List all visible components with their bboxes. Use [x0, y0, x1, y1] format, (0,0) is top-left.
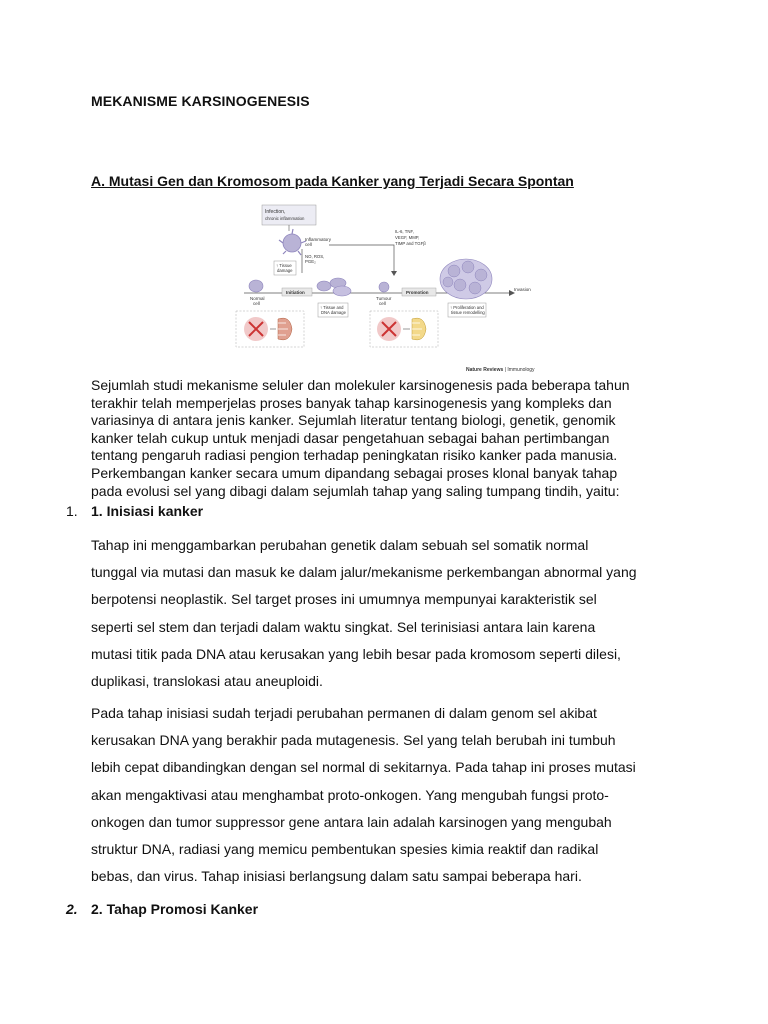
pge2-label: PGE₂ [305, 259, 316, 264]
paragraph-line: Pada tahap inisiasi sudah terjadi perubahan permanen di dalam genom sel akibat [91, 705, 597, 721]
infection-label: Infection, [265, 209, 286, 215]
proliferation-label-2: tissue remodelling [451, 310, 485, 315]
tumour-mass-icon [440, 259, 492, 299]
paragraph-line: Tahap ini menggambarkan perubahan genetik dalam sebuah sel somatik normal [91, 537, 589, 553]
intro-line: tentang pengaruh radiasi pengion terhadap peningkatan risiko kanker pada manusia. [91, 447, 618, 464]
paragraph-line: akan mengaktivasi atau menghambat proto-onkogen. Yang mengubah fungsi proto- [91, 786, 609, 803]
heading-tahap-promosi: 2. Tahap Promosi Kanker [91, 901, 259, 917]
paragraph-inisiasi-1 [91, 532, 691, 695]
inflammatory-cell-icon [283, 234, 301, 252]
tissue-dna-label-2: DNA damage [321, 310, 346, 315]
paragraph-line: tunggal via mutasi dan masuk ke dalam jalur/mekanisme perkembangan abnormal yang [91, 564, 637, 581]
intro-line: terakhir telah memperjelas proses banyak tahap karsinogenesis yang kompleks dan [91, 394, 612, 411]
cytokines-label-1: IL-6, TNF, [395, 229, 414, 234]
intro-paragraph [91, 377, 691, 500]
tissue-dna-label-1: ↑ Tissue and [320, 305, 344, 310]
paragraph-inisiasi-2 [91, 700, 691, 890]
normal-cell-icon [249, 280, 263, 292]
paragraph-line: lebih cepat dibandingkan dengan sel normal di sekitarnya. Pada tahap ini proses mutasi [91, 759, 636, 776]
normal-label: Normal [250, 296, 265, 301]
document-title: MEKANISME KARSINOGENESIS [91, 93, 310, 109]
tissue-damage-label-1: ↑ Tissue [276, 263, 292, 268]
tumour-cell-label: cell [379, 301, 386, 306]
paragraph-line: kerusakan DNA yang berakhir pada mutagenesis. Sel yang telah berubah ini tumbuh [91, 732, 616, 749]
intro-line: pada evolusi sel yang dibagi dalam sejumlah tahap yang saling tumpang tindih, yaitu: [91, 482, 620, 499]
promotion-label: Promotion [406, 290, 429, 295]
paragraph-line: bebas, dan virus. Tahap inisiasi berlangsung dalam satu sampai beberapa hari. [91, 868, 582, 885]
proliferation-label-1: ↑ Proliferation and [450, 305, 484, 310]
initiated-cell-icon [317, 281, 331, 291]
list-number-1: 1. [66, 503, 78, 519]
inflammatory-label: Inflammatory [305, 237, 332, 242]
initiation-label: Initiation [286, 290, 305, 295]
paragraph-line: struktur DNA, radiasi yang memicu pembentukan spesies kimia reaktif dan radikal [91, 841, 599, 858]
heading-inisiasi-kanker: 1. Inisiasi kanker [91, 503, 204, 519]
tumour-cell-icon [379, 282, 389, 292]
credit-section: | Immunology [503, 367, 535, 373]
tumour-label: Tumour [376, 296, 392, 301]
inflammatory-cell-label: cell [305, 242, 312, 247]
list-number-2: 2. [66, 901, 78, 917]
invasion-label: Invasion [514, 287, 531, 292]
tissue-damage-label-2: damage [277, 268, 293, 273]
section-a-heading: A. Mutasi Gen dan Kromosom pada Kanker yang Terjadi Secara Spontan [91, 173, 574, 189]
intro-line: Sejumlah studi mekanisme seluler dan molekuler karsinogenesis pada beberapa tahun [91, 377, 630, 393]
paragraph-line: berpotensi neoplastik. Sel target proses ini umumnya mempunyai karakteristik sel [91, 591, 597, 608]
intro-line: kanker telah cukup untuk menjadi dasar pengetahuan sebagai bahan pertimbangan [91, 429, 610, 446]
carcinogenesis-figure [234, 203, 534, 353]
paragraph-line: duplikasi, translokasi atau aneuploidi. [91, 673, 323, 690]
cytokines-label-2: VEGF, MMP, [395, 235, 420, 240]
no-ros-label: NO, ROS, [305, 254, 325, 259]
paragraph-line: mutasi titik pada DNA atau kerusakan yang lebih besar pada kromosom seperti dilesi, [91, 645, 621, 662]
chronic-label: chronic inflammation [265, 216, 305, 221]
intro-line: variasinya di antara jenis kanker. Sejumlah literatur tentang biologi, genetik, genomik [91, 412, 616, 429]
paragraph-line: onkogen dan tumor suppressor gene antara lain adalah karsinogen yang mengubah [91, 813, 612, 830]
infection-box [262, 205, 316, 225]
normal-cell-label: cell [253, 301, 260, 306]
credit-journal: Nature Reviews [466, 367, 504, 373]
figure-credit [466, 367, 535, 373]
cytokines-label-3: TIMP and TGFβ [395, 241, 426, 246]
paragraph-line: seperti sel stem dan terjadi dalam waktu singkat. Sel terinisiasi antara lain karena [91, 618, 596, 635]
intro-line: Perkembangan kanker secara umum dipandang sebagai proses klonal banyak tahap [91, 464, 618, 481]
